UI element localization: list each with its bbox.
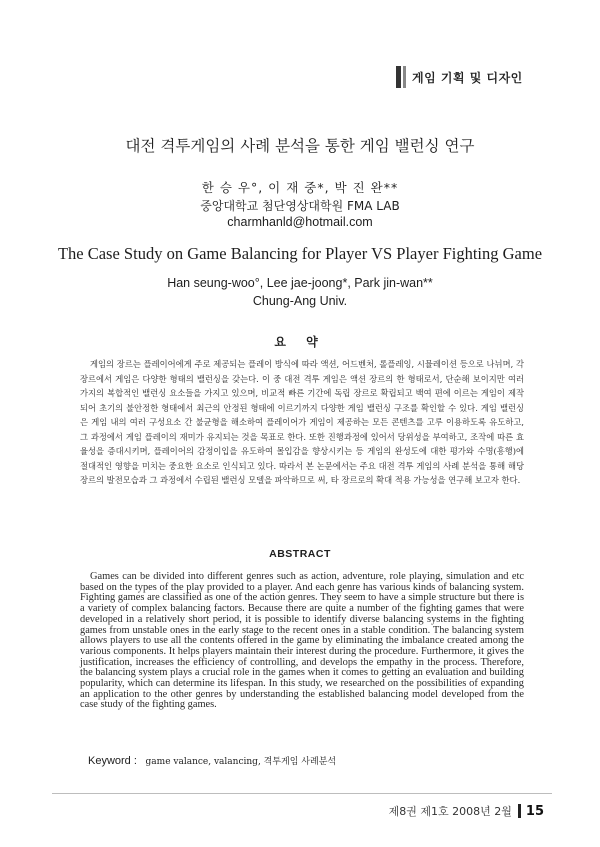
footer-separator (518, 804, 521, 818)
page-footer (389, 803, 544, 819)
authors-english: Han seung-woo°, Lee jae-joong*, Park jin-wan** (167, 276, 433, 290)
abstract-korean-heading: 요 약 (274, 335, 326, 349)
section-tag-label: 게임 기획 및 디자인 (412, 70, 523, 85)
keyword-label: Keyword : (88, 755, 137, 767)
keyword-text: game valance, valancing, 격투게임 사례분석 (145, 757, 337, 767)
authors-korean: 한 승 우°, 이 재 중*, 박 진 완** (201, 180, 399, 195)
abstract-korean-body: 게임의 장르는 플레이어에게 주로 제공되는 플레이 방식에 따라 액션, 어드벤처, 롤플레잉, 시뮬레이션 등으로 나뉘며, 각 장르에서 게임은 다양한 형태의 밸런싱을 갖는다. 이 중 대전 격투 게임은 액션 장르의 한 형태로서, 단순해 보이지만 여러 가지의 복합적인 밸런싱 요소들을 가지고 있으며, 비교적 빠른 기간에 독립 장르로 확립되고 백여 편에 이르는 게임이 제작되어 초기의 불안정한 형태에서 최근의 안정된 형태에 이르기까지 다양한 게임 밸런싱 구조를 확인할 수 있다. 게임 밸런싱은 게임 내의 여러 구성요소 간 불균형을 해소하여 플레이어가 게임이 제공하는 모든 콘텐츠를 고루 이용하도록 유도하고, 그 과정에서 게임 플레이의 재미가 유지되는 것을 목표로 한다. 또한 진행과정에 있어서 당위성을 부여하고, 조작에 따른 효율성을 증대시키며, 플레이어의 감정이입을 유도하여 몰입감을 향상시키는 등 게임의 완성도에 대한 평가와 수명(흥행)에 절대적인 영향을 미치는 중요한 요소로 인식되고 있다. 따라서 본 논문에서는 주요 대전 격투 게임의 사례 분석을 통해 해당 장르의 발전모습과 그 과정에서 수립된 밸런싱 모델을 파악하므로 써, 타 장르로의 확대 적용 가능성을 연구해 보고자 한다. (80, 359, 524, 485)
affiliation-korean: 중앙대학교 첨단영상대학원 FMA LAB (200, 199, 400, 213)
affiliation-english: Chung-Ang Univ. (252, 294, 348, 308)
abstract-english-body: Games can be divided into different genres such as action, adventure, role playing, simulation and etc based on the types of the play provided to a player. And each genre has various kinds of balancing system. Fighting games are classified as one of the action genres. They seem to have a simple structure but there is a variety of complex balancing factors. Because there are quite a number of the fighting games that were developed in a relatively short period, it is possible to identify diverse balancing systems in the fighting games from unstable ones in the early stage to the recent ones in a stable condition. The balancing system allows players to use all the contents offered in the game by eliminating the imbalance created among the various components. It helps players maintain their interest during the procedure. Furthermore, it gives the justification, increases the efficiency of controlling, and develops the empathy in the process. Therefore, the balancing system plays a crucial role in the games when it comes to getting an evaluation and building popularity, which can determine its lifespan. In this study, we researched on the possibilities of expanding an application to the other genres by understanding the established balancing model developed from the case study of the fighting games. (80, 571, 524, 711)
section-tag (396, 64, 546, 90)
abstract-english-heading: ABSTRACT (269, 548, 331, 560)
tag-bar-decoration-thin (403, 66, 406, 88)
page-number: 15 (525, 803, 544, 819)
footer-divider (52, 793, 552, 794)
title-english: The Case Study on Game Balancing for Player VS Player Fighting Game (57, 244, 543, 263)
author-email: charmhanld@hotmail.com (227, 215, 373, 229)
keywords (88, 754, 336, 767)
title-korean: 대전 격투게임의 사례 분석을 통한 게임 밸런싱 연구 (125, 137, 475, 155)
footer-issue: 제8권 제1호 2008년 2월 (388, 805, 512, 818)
tag-bar-decoration (396, 66, 401, 88)
